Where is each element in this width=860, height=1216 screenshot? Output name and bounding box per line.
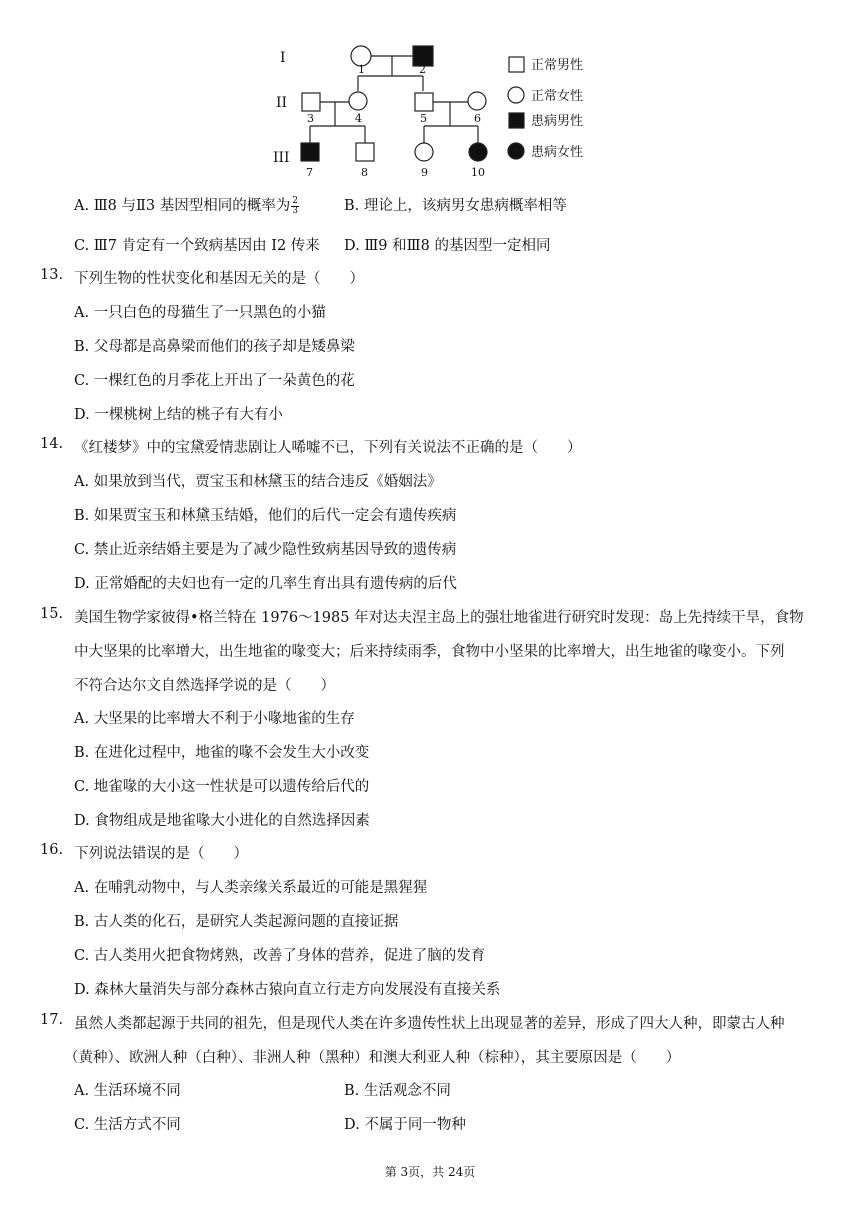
- q15-stem-line-1: 美国生物学家彼得•格兰特在 1976～1985 年对达夫涅主岛上的强壮地雀进行研究时发现：岛上先持续干旱，食物: [74, 610, 804, 626]
- individual-label-7: 7: [306, 166, 313, 179]
- legend-normal-female: 正常女性: [531, 89, 584, 104]
- q13-option-d[interactable]: D. 一棵桃树上结的桃子有大有小: [74, 407, 283, 423]
- q12-option-d[interactable]: D. Ⅲ9 和Ⅲ8 的基因型一定相同: [344, 238, 551, 254]
- q17-option-a[interactable]: A. 生活环境不同: [74, 1083, 181, 1099]
- q16-option-a[interactable]: A. 在哺乳动物中，与人类亲缘关系最近的可能是黑猩猩: [74, 880, 428, 896]
- q14-option-b[interactable]: B. 如果贾宝玉和林黛玉结婚，他们的后代一定会有遗传疾病: [74, 508, 457, 524]
- q15-option-c[interactable]: C. 地雀喙的大小这一性状是可以遗传给后代的: [74, 779, 370, 795]
- q16-option-b[interactable]: B. 古人类的化石，是研究人类起源问题的直接证据: [74, 914, 399, 930]
- q14-option-d[interactable]: D. 正常婚配的夫妇也有一定的几率生育出具有遗传病的后代: [74, 576, 457, 592]
- q13-stem: 下列生物的性状变化和基因无关的是（ ）: [74, 271, 364, 287]
- q17-stem-line-2: （黄种）、欧洲人种（白种）、非洲人种（黑种）和澳大利亚人种（棕种），其主要原因是（ ）: [64, 1050, 681, 1066]
- individual-label-1: 1: [358, 63, 365, 76]
- legend-normal-male-icon: [509, 57, 524, 72]
- legend-affected-female: 患病女性: [531, 145, 584, 160]
- q12-fraction-denominator: 3: [292, 205, 298, 216]
- q15-number: 15.: [40, 606, 64, 622]
- individual-label-2: 2: [419, 63, 426, 76]
- q16-option-d[interactable]: D. 森林大量消失与部分森林古猿向直立行走方向发展没有直接关系: [74, 982, 501, 998]
- q13-option-b[interactable]: B. 父母都是高鼻梁而他们的孩子却是矮鼻梁: [74, 339, 355, 355]
- individual-label-10: 10: [471, 166, 485, 179]
- q17-number: 17.: [40, 1012, 64, 1028]
- q13-option-a[interactable]: A. 一只白色的母猫生了一只黑色的小猫: [74, 305, 326, 321]
- q16-stem: 下列说法错误的是（ ）: [74, 846, 248, 862]
- q17-option-c[interactable]: C. 生活方式不同: [74, 1117, 181, 1133]
- individual-label-3: 3: [307, 112, 314, 125]
- individual-label-4: 4: [355, 112, 362, 125]
- q13-option-c[interactable]: C. 一棵红色的月季花上开出了一朵黄色的花: [74, 373, 355, 389]
- q14-stem: 《红楼梦》中的宝黛爱情悲剧让人唏嘘不已，下列有关说法不正确的是（ ）: [74, 440, 582, 456]
- q15-stem-line-3: 不符合达尔文自然选择学说的是（ ）: [74, 678, 335, 694]
- q17-option-d[interactable]: D. 不属于同一物种: [344, 1117, 466, 1133]
- page-footer: 第 3页，共 24页: [384, 1165, 476, 1179]
- q17-option-b[interactable]: B. 生活观念不同: [344, 1083, 451, 1099]
- individual-label-9: 9: [421, 166, 428, 179]
- q16-number: 16.: [40, 842, 64, 858]
- individual-label-8: 8: [361, 166, 368, 179]
- q12-option-a[interactable]: [74, 194, 299, 216]
- q17-stem-line-1: 虽然人类都起源于共同的祖先，但是现代人类在许多遗传性状上出现显著的差异，形成了四大人种，即蒙古人种: [74, 1016, 785, 1032]
- q15-option-d[interactable]: D. 食物组成是地雀喙大小进化的自然选择因素: [74, 813, 370, 829]
- individual-9: [415, 143, 433, 161]
- legend-normal-male: 正常男性: [531, 58, 584, 73]
- q16-option-c[interactable]: C. 古人类用火把食物烤熟，改善了身体的营养，促进了脑的发育: [74, 948, 486, 964]
- individual-5: [415, 93, 433, 111]
- legend-normal-female-icon: [508, 87, 524, 103]
- generation-label-I: I: [280, 50, 286, 66]
- individual-7: [301, 143, 319, 161]
- generation-label-III: III: [273, 150, 290, 166]
- q12-option-b[interactable]: B. 理论上，该病男女患病概率相等: [344, 198, 567, 214]
- q12-fraction: [291, 197, 299, 216]
- q14-number: 14.: [40, 436, 64, 452]
- legend-affected-female-icon: [508, 143, 524, 159]
- q12-option-a-text: A. Ⅲ8 与Ⅱ3 基因型相同的概率为: [74, 198, 291, 214]
- individual-6: [468, 92, 486, 110]
- legend-affected-male: 患病男性: [531, 114, 584, 129]
- individual-4: [349, 92, 367, 110]
- q12-fraction-numerator: 2: [292, 195, 298, 206]
- pedigree-chart: [260, 36, 620, 186]
- q15-stem-line-2: 中大坚果的比率增大，出生地雀的喙变大；后来持续雨季，食物中小坚果的比率增大，出生地雀的喙变小。下列: [74, 644, 785, 660]
- individual-label-5: 5: [420, 112, 427, 125]
- q15-option-b[interactable]: B. 在进化过程中，地雀的喙不会发生大小改变: [74, 745, 370, 761]
- individual-10: [469, 143, 487, 161]
- generation-label-II: II: [276, 95, 288, 111]
- individual-label-6: 6: [474, 112, 481, 125]
- legend-affected-male-icon: [509, 113, 524, 128]
- individual-8: [356, 143, 374, 161]
- q14-option-c[interactable]: C. 禁止近亲结婚主要是为了减少隐性致病基因导致的遗传病: [74, 542, 457, 558]
- q12-option-c[interactable]: C. Ⅲ7 肯定有一个致病基因由 I2 传来: [74, 238, 320, 254]
- q15-option-a[interactable]: A. 大坚果的比率增大不利于小喙地雀的生存: [74, 711, 355, 727]
- q14-option-a[interactable]: A. 如果放到当代，贾宝玉和林黛玉的结合违反《婚姻法》: [74, 474, 442, 490]
- individual-3: [302, 93, 320, 111]
- q13-number: 13.: [40, 267, 64, 283]
